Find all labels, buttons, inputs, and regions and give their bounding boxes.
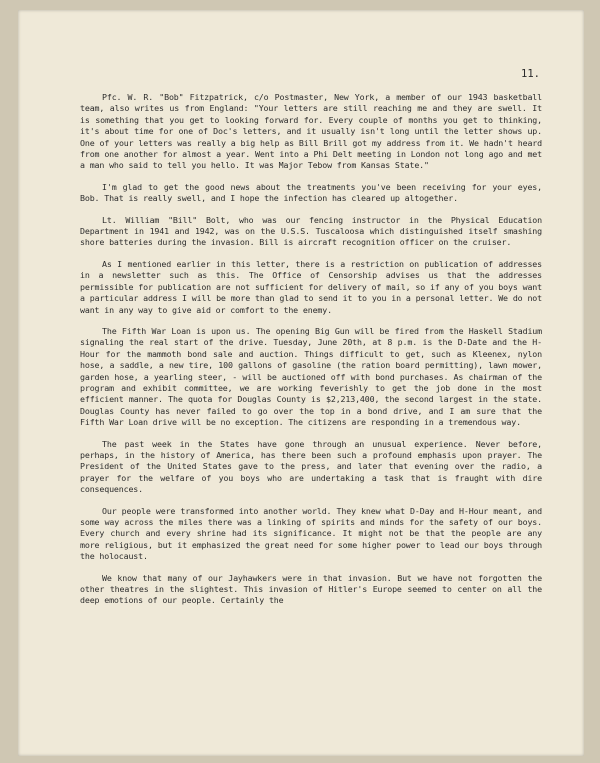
paragraph-war-loan: The Fifth War Loan is upon us. The opening Big Gun will be fired from the Haskell Stadium signaling the real start of the drive. Tuesday, June 20th, at 8 p.m. is the D-Date and the H-Hour for the mammoth bond sale and auction. Things difficult to get, such as Kleenex, nylon hose, a saddle, a new tire, 100 gallons of gasoline (the ration board permitting), lawn mower, garden hose, a yearling steer, - will be auctioned off with bond purchases. As chairman of the program and exhibit committee, we are working feverishly to get the job done in the most efficient manner. The quota for Douglas County is $2,213,400, the second largest in the state. Douglas County has never failed to go over the top in a bond drive, and I am sure that the Fifth War Loan drive will be no exception. The citizens are responding in a tremendous way.	[80, 325, 542, 428]
paragraph-fitzpatrick: Pfc. W. R. "Bob" Fitzpatrick, c/o Postmaster, New York, a member of our 1943 basketball team, also writes us from England: "Your letters are still reaching me and they are swell. It is something that you get to looking forward for. Every couple of months you get to thinking, it's about time for one of Doc's letters, and it usually isn't long until the letter shows up. One of your letters was really a big help as Bill Brill got my address from it. We hadn't heard from one another for almost a year. Went into a Phi Delt meeting in London not long ago and met a man who said to tell you hello. It was Major Tebow from Kansas State."	[80, 92, 542, 171]
page-number: 11.	[521, 68, 540, 80]
paragraph-eye-treatment: I'm glad to get the good news about the treatments you've been receiving for your eyes, Bob. That is really swell, and I hope the infection has cleared up altogether.	[80, 181, 542, 204]
paragraph-censorship: As I mentioned earlier in this letter, there is a restriction on publication of addresses in a newsletter such as this. The Office of Censorship advises us that the addresses permissible for publication are not sufficient for delivery of mail, so if any of you boys want a particular address I will be more than glad to send it to you in a personal letter. We do not want in any way to give aid or comfort to the enemy.	[80, 258, 542, 315]
paragraph-prayer: The past week in the States have gone through an unusual experience. Never before, perhaps, in the history of America, has there been such a profound emphasis upon prayer. The President of the United States gave to the press, and later that evening over the radio, a prayer for the welfare of you boys who are undertaking a task that is fraught with dire consequences.	[80, 438, 542, 495]
paragraph-bolt: Lt. William "Bill" Bolt, who was our fencing instructor in the Physical Education Department in 1941 and 1942, was on the U.S.S. Tuscaloosa which distinguished itself smashing shore batteries during the invasion. Bill is aircraft recognition officer on the cruiser.	[80, 214, 542, 248]
paragraph-transformed: Our people were transformed into another world. They knew what D-Day and H-Hour meant, and some way across the miles there was a linking of spirits and minds for the safety of our boys. Every church and every shrine had its significance. It might not be that the people are any more religious, but it emphasized the great need for some higher power to lead our boys through the holocaust.	[80, 505, 542, 562]
letter-body	[80, 92, 542, 617]
paragraph-jayhawkers: We know that many of our Jayhawkers were in that invasion. But we have not forgotten the other theatres in the slightest. This invasion of Hitler's Europe seemed to center on all the deep emotions of our people. Certainly the	[80, 572, 542, 606]
document-page	[18, 10, 584, 756]
